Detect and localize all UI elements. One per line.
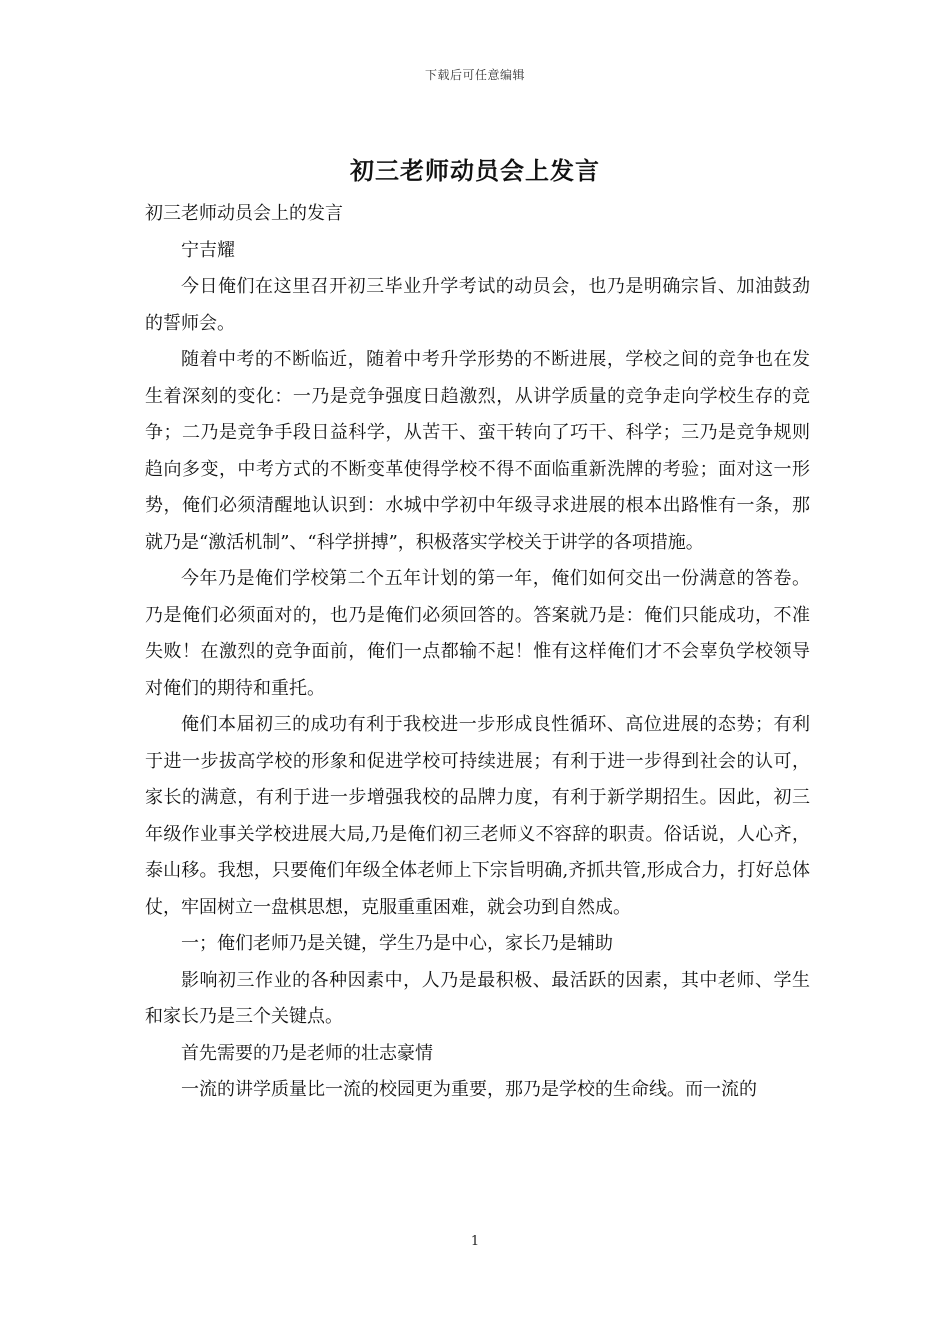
page-header-note: 下载后可任意编辑 xyxy=(424,68,525,82)
paragraph: 随着中考的不断临近，随着中考升学形势的不断进展，学校之间的竞争也在发生着深刻的变化：一乃是竞争强度日趋激烈，从讲学质量的竞争走向学校生存的竞争；二乃是竞争手段日益科学，从苦干、蛮干转向了巧干、科学；三乃是竞争规则趋向多变，中考方式的不断变革使得学校不得不面临重新洗牌的考验；面对这一形势，俺们必须清醒地认识到：水城中学初中年级寻求进展的根本出路惟有一条，那就乃是“激活机制”、“科学拼搏”，积极落实学校关于讲学的各项措施。 xyxy=(145,349,810,553)
document-title: 初三老师动员会上发言 xyxy=(350,156,600,185)
paragraph: 俺们本届初三的成功有利于我校进一步形成良性循环、高位进展的态势；有利于进一步拔高学校的形象和促进学校可持续进展；有利于进一步得到社会的认可，家长的满意，有利于进一步增强我校的品牌力度，有利于新学期招生。因此，初三年级作业事关学校进展大局,乃是俺们初三老师义不容辞的职责。俗话说，人心齐，泰山移。我想，只要俺们年级全体老师上下宗旨明确,齐抓共管,形成合力，打好总体仗，牢固树立一盘棋思想，克服重重困难，就会功到自然成。 xyxy=(145,714,810,918)
document-subtitle: 初三老师动员会上的发言 xyxy=(145,203,343,224)
page-number: 1 xyxy=(470,1234,480,1249)
document-body xyxy=(145,196,810,1109)
paragraph: 今年乃是俺们学校第二个五年计划的第一年，俺们如何交出一份满意的答卷。乃是俺们必须面对的，也乃是俺们必须回答的。答案就乃是：俺们只能成功，不准失败！在激烈的竞争面前，俺们一点都输不起！惟有这样俺们才不会辜负学校领导对俺们的期待和重托。 xyxy=(145,568,810,699)
paragraph: 今日俺们在这里召开初三毕业升学考试的动员会，也乃是明确宗旨、加油鼓劲的誓师会。 xyxy=(145,276,810,334)
section-heading: 一；俺们老师乃是关键，学生乃是中心，家长乃是辅助 xyxy=(181,933,613,954)
document-author: 宁吉耀 xyxy=(181,239,235,261)
sub-heading: 首先需要的乃是老师的壮志豪情 xyxy=(181,1042,433,1064)
paragraph: 影响初三作业的各种因素中，人乃是最积极、最活跃的因素，其中老师、学生和家长乃是三个关键点。 xyxy=(145,969,810,1027)
paragraph: 一流的讲学质量比一流的校园更为重要，那乃是学校的生命线。而一流的 xyxy=(181,1079,757,1100)
